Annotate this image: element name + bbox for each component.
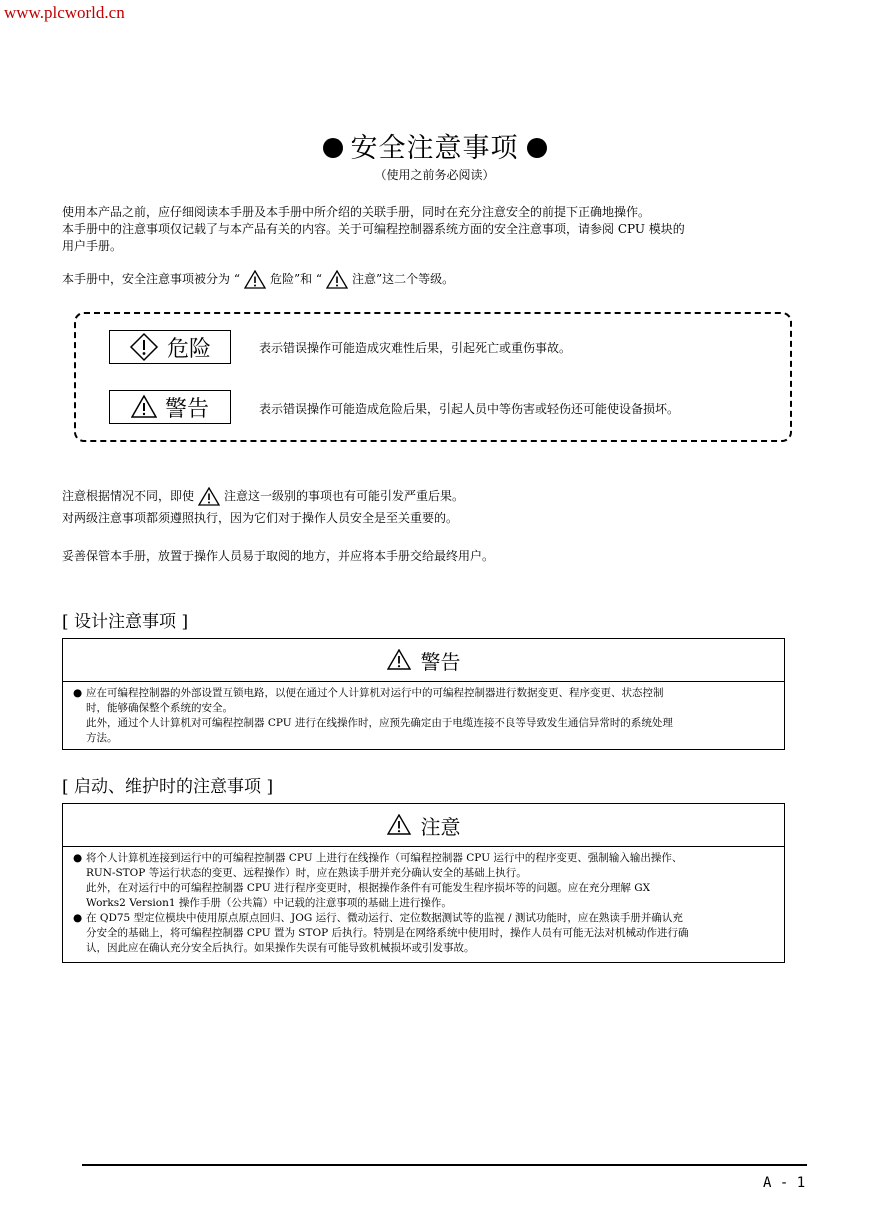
danger-description: 表示错误操作可能造成灾难性后果，引起死亡或重伤事故。 [259,341,572,355]
list-item: ● 应在可编程控制器的外部设置互锁电路，以便在通过个人计算机对运行中的可编程控制器进行数据变更、程序变更、状态控制 时，能够确保整个系统的安全。 此外，通过个人计算机对可编程控制器 CPU 进行在线操作时，应预先确定由于电缆连接不良等导致发生通信异常时的系统处理 方法。 [73,687,673,744]
bullet-dot-icon [527,138,547,158]
table-header: 警告 [63,639,784,682]
danger-diamond-icon [129,332,159,362]
list-item: ● 在 QD75 型定位模块中使用原点原点回归、JOG 运行、微动运行、定位数据测试等的监视 / 测试功能时，应在熟读手册并确认充 分安全的基础上，将可编程控制器 CPU 置为 STOP 后执行。特别是在网络系统中使用时，操作人员有可能无法对机械动作进行确 认，因此应在确认充分安全后执行。如果操作失误有可能导致机械损坏或引发事故。 [73,912,689,954]
table-body [63,847,784,958]
danger-label: 危险 [109,330,231,364]
intro-line: 用户手册。 [62,239,123,253]
startup-section-title: [ 启动、维护时的注意事项 ] [62,777,274,797]
table-body [63,682,784,748]
warning-description: 表示错误操作可能造成危险后果，引起人员中等伤害或轻伤还可能使设备损坏。 [259,402,680,416]
bullet-icon: ● [73,852,83,864]
page-title: 安全注意事项 [0,126,869,165]
note-line: 注意根据情况不同，即使 注意这一级别的事项也有可能引发严重后果。 [62,487,822,506]
warning-triangle-icon [244,270,266,289]
design-section-title: [ 设计注意事项 ] [62,612,189,632]
table-header: 注意 [63,804,784,847]
intro-line: 使用本产品之前，应仔细阅读本手册及本手册中所介绍的关联手册，同时在充分注意安全的前提下正确地操作。 [62,205,651,219]
list-item: ● 将个人计算机连接到运行中的可编程控制器 CPU 上进行在线操作（可编程控制器 CPU 运行中的程序变更、强制输入输出操作、 RUN-STOP 等运行状态的变更、远程操作）时，应在熟读手册并充分确认安全的基础上执行。 此外，在对运行中的可编程控制器 CPU 进行程序变更时，根据操作条件有可能发生程序损坏等的问题。应在充分理解 GX Works2 Version1 操作手册（公共篇）中记载的注意事项的基础上进行操作。 [73,852,683,909]
footer-divider [82,1164,807,1166]
warning-triangle-icon [387,649,411,671]
bullet-icon: ● [73,687,83,699]
levels-line: 本手册中，安全注意事项被分为 “ 危险”和 “ 注意”这二个等级。 [62,270,822,289]
bullet-icon: ● [73,912,83,924]
bullet-dot-icon [323,138,343,158]
startup-caution-table [62,803,785,963]
watermark[interactable]: www.plcworld.cn [4,3,125,22]
note-line: 妥善保管本手册，放置于操作人员易于取阅的地方，并应将本手册交给最终用户。 [62,549,495,563]
warning-triangle-icon [131,395,157,419]
page-number: A - 1 [763,1175,806,1191]
intro-paragraph [62,204,822,255]
design-warning-table [62,638,785,750]
warning-triangle-icon [387,814,411,836]
page-subtitle: （使用之前务必阅读） [374,168,495,182]
warning-triangle-icon [326,270,348,289]
warning-label: 警告 [109,390,231,424]
warning-triangle-icon [198,487,220,506]
intro-line: 本手册中的注意事项仅记载了与本产品有关的内容。关于可编程控制器系统方面的安全注意事项，请参阅 CPU 模块的 [62,222,685,236]
note-line: 对两级注意事项都须遵照执行，因为它们对于操作人员安全是至关重要的。 [62,511,459,525]
